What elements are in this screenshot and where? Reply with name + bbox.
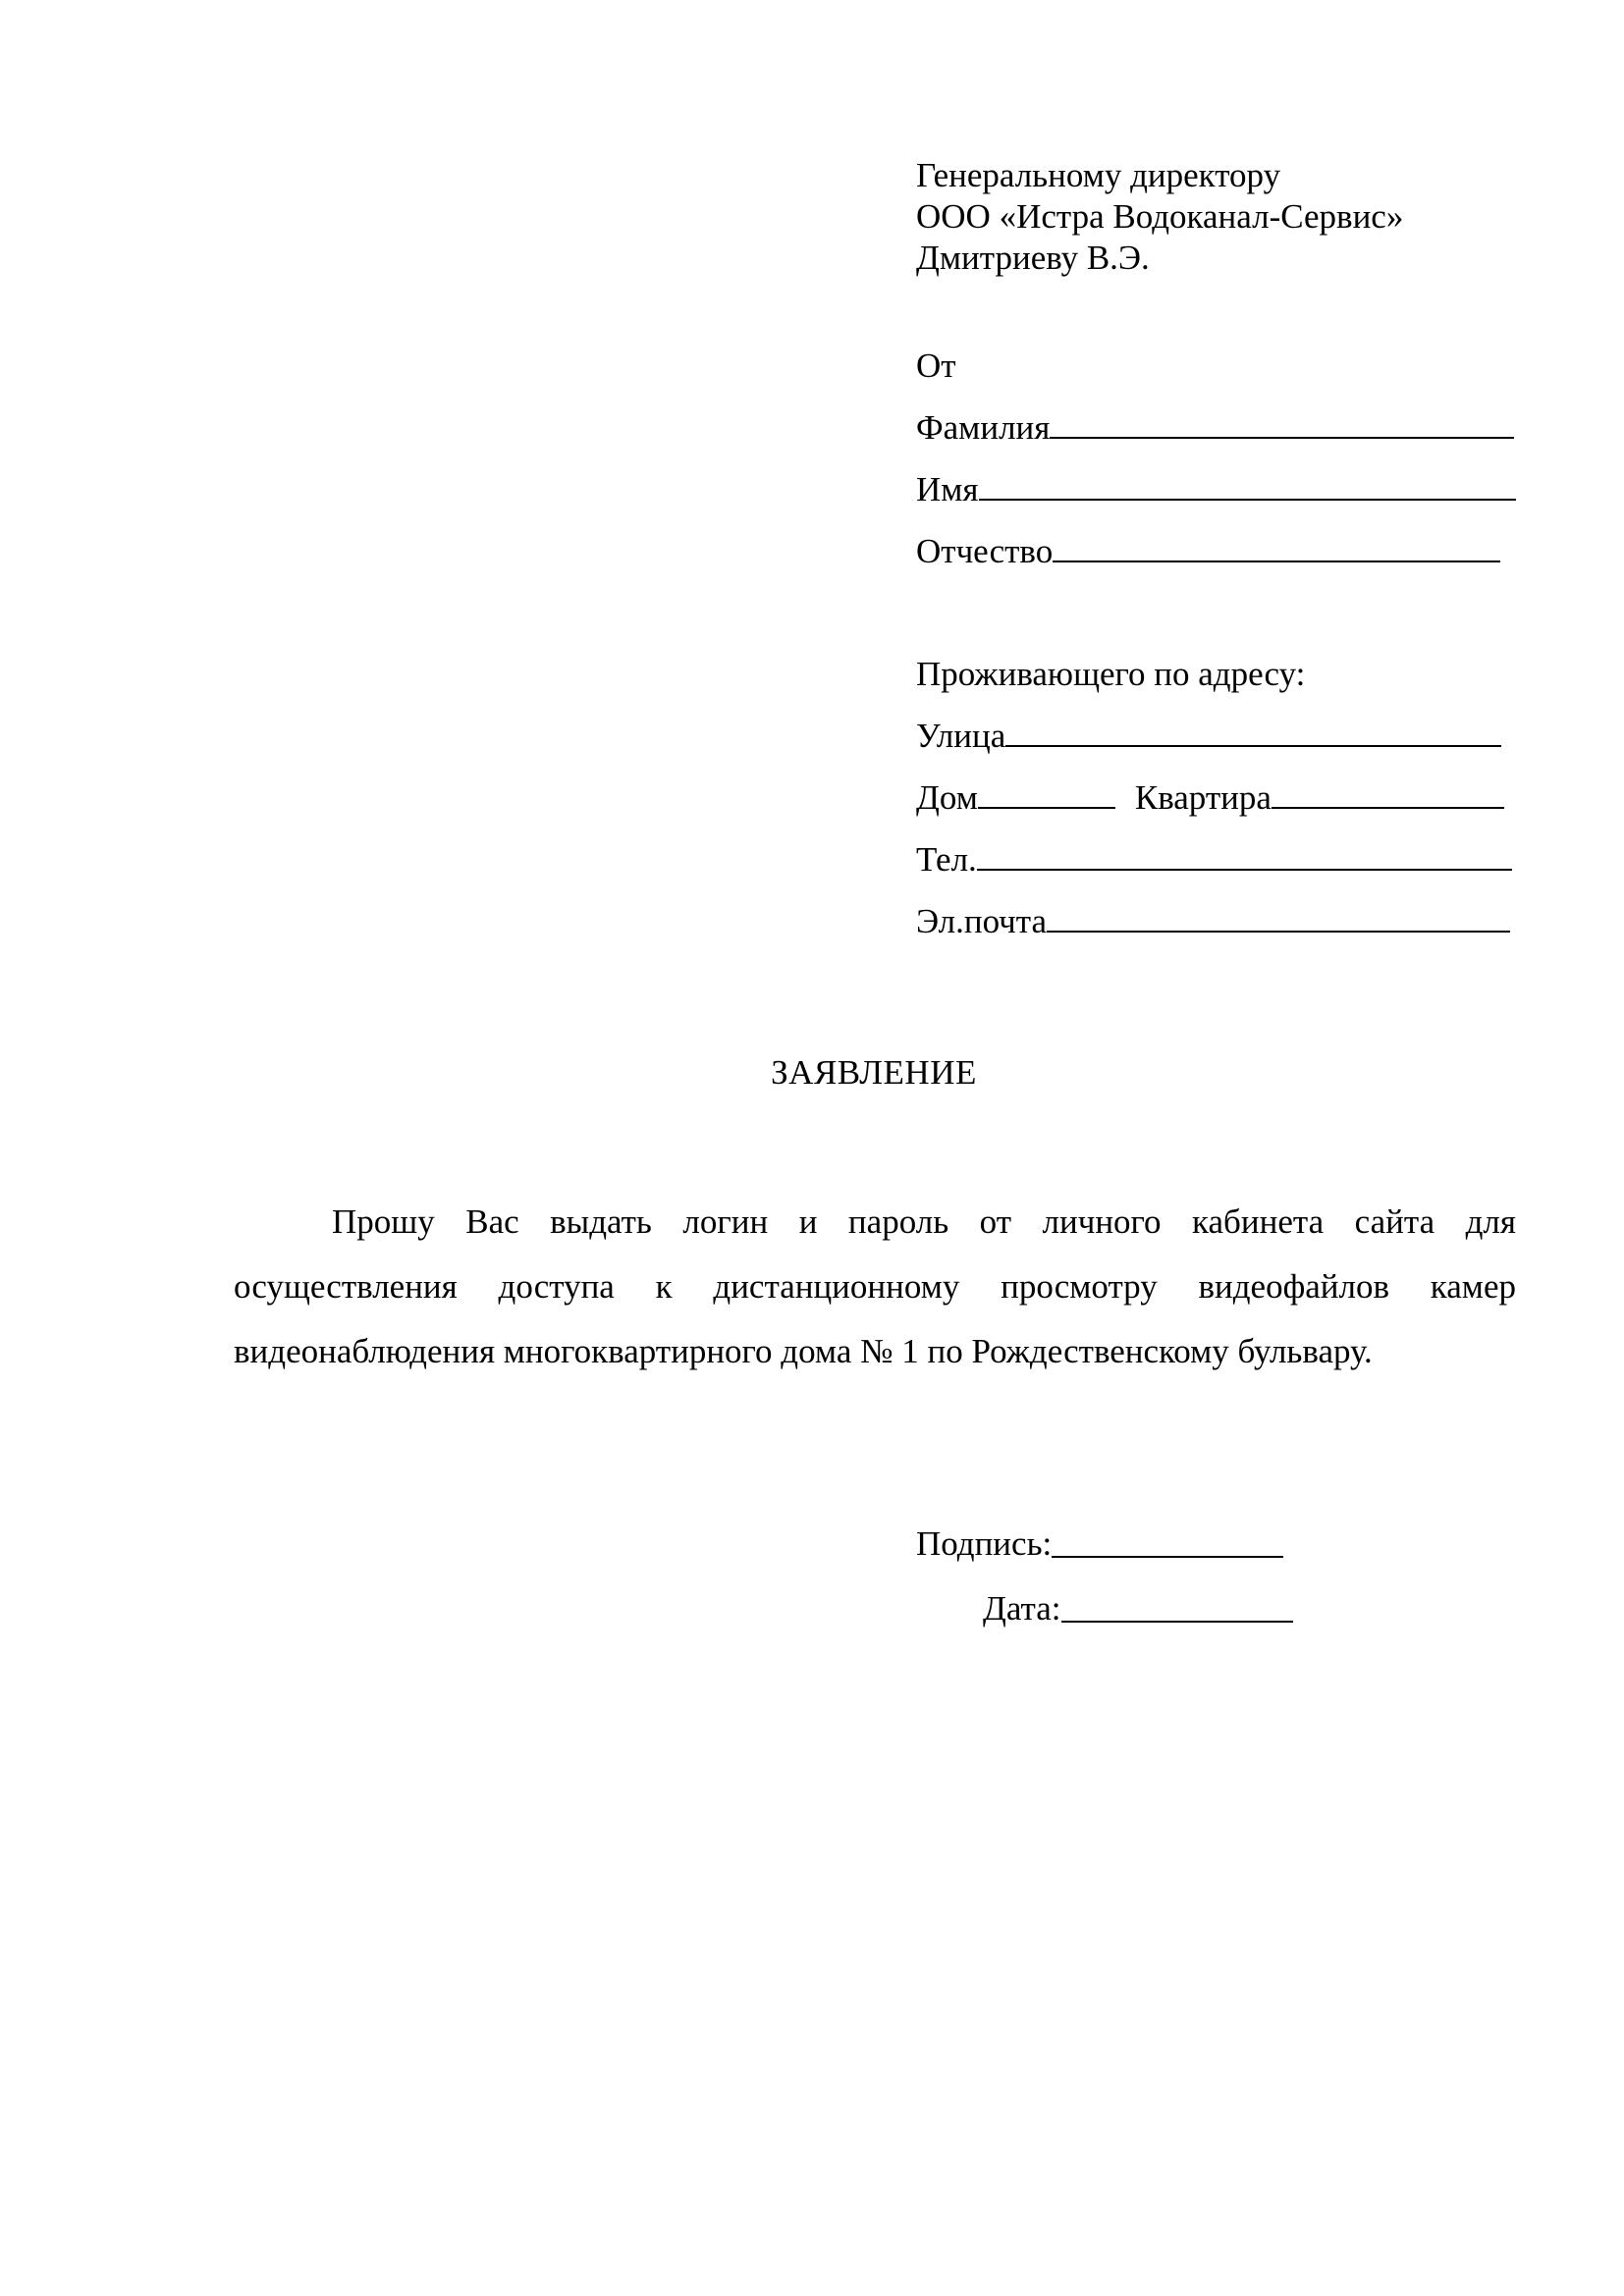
signature-label: Подпись:: [916, 1524, 1053, 1563]
applicant-block: [916, 321, 1516, 938]
patronymic-label: Отчество: [916, 532, 1054, 570]
date-field[interactable]: [1061, 1621, 1293, 1623]
signature-field[interactable]: [1052, 1556, 1283, 1558]
email-row: [916, 877, 1516, 938]
from-label: От: [916, 347, 956, 385]
surname-field[interactable]: [1050, 437, 1514, 439]
patronymic-field[interactable]: [1053, 561, 1500, 562]
apartment-field[interactable]: [1272, 807, 1504, 809]
surname-label: Фамилия: [916, 408, 1051, 447]
addressee-position: Генеральному директору: [916, 156, 1281, 194]
patronymic-row: [916, 507, 1516, 568]
street-row: [916, 691, 1516, 753]
phone-field[interactable]: [977, 869, 1512, 871]
apartment-label: Квартира: [1134, 778, 1272, 817]
addressee-company: ООО «Истра Водоканал-Сервис»: [916, 197, 1404, 236]
street-label: Улица: [916, 717, 1006, 755]
phone-row: [916, 815, 1516, 877]
signature-block: [916, 1499, 1293, 1629]
house-field[interactable]: [978, 807, 1115, 809]
addressee-block: [916, 155, 1403, 279]
spacer: [916, 568, 1516, 629]
email-label: Эл.почта: [916, 902, 1048, 940]
surname-row: [916, 383, 1516, 445]
street-field[interactable]: [1005, 745, 1501, 747]
email-field[interactable]: [1047, 931, 1510, 933]
document-title-wrapper: [0, 1053, 1624, 1093]
signature-row: [916, 1499, 1293, 1564]
name-field[interactable]: [979, 499, 1516, 501]
date-row: [916, 1564, 1293, 1629]
application-body: Прошу Вас выдать логин и пароль от личного кабинета сайта для осуществления доступа к дистанционному просмотру видеофайлов камер видеонаблюдения многоквартирного дома № 1 по Рождественскому бульвару.: [234, 1202, 1516, 1370]
name-row: [916, 445, 1516, 507]
house-apartment-row: [916, 753, 1516, 815]
document-title: ЗАЯВЛЕНИЕ: [771, 1053, 977, 1092]
house-label: Дом: [916, 778, 978, 817]
from-row: [916, 321, 1516, 383]
address-heading-row: [916, 629, 1516, 691]
name-label: Имя: [916, 470, 979, 508]
date-label: Дата:: [983, 1589, 1061, 1628]
address-heading: Проживающего по адресу:: [916, 655, 1306, 693]
addressee-name: Дмитриеву В.Э.: [916, 239, 1150, 277]
phone-label: Тел.: [916, 840, 977, 879]
